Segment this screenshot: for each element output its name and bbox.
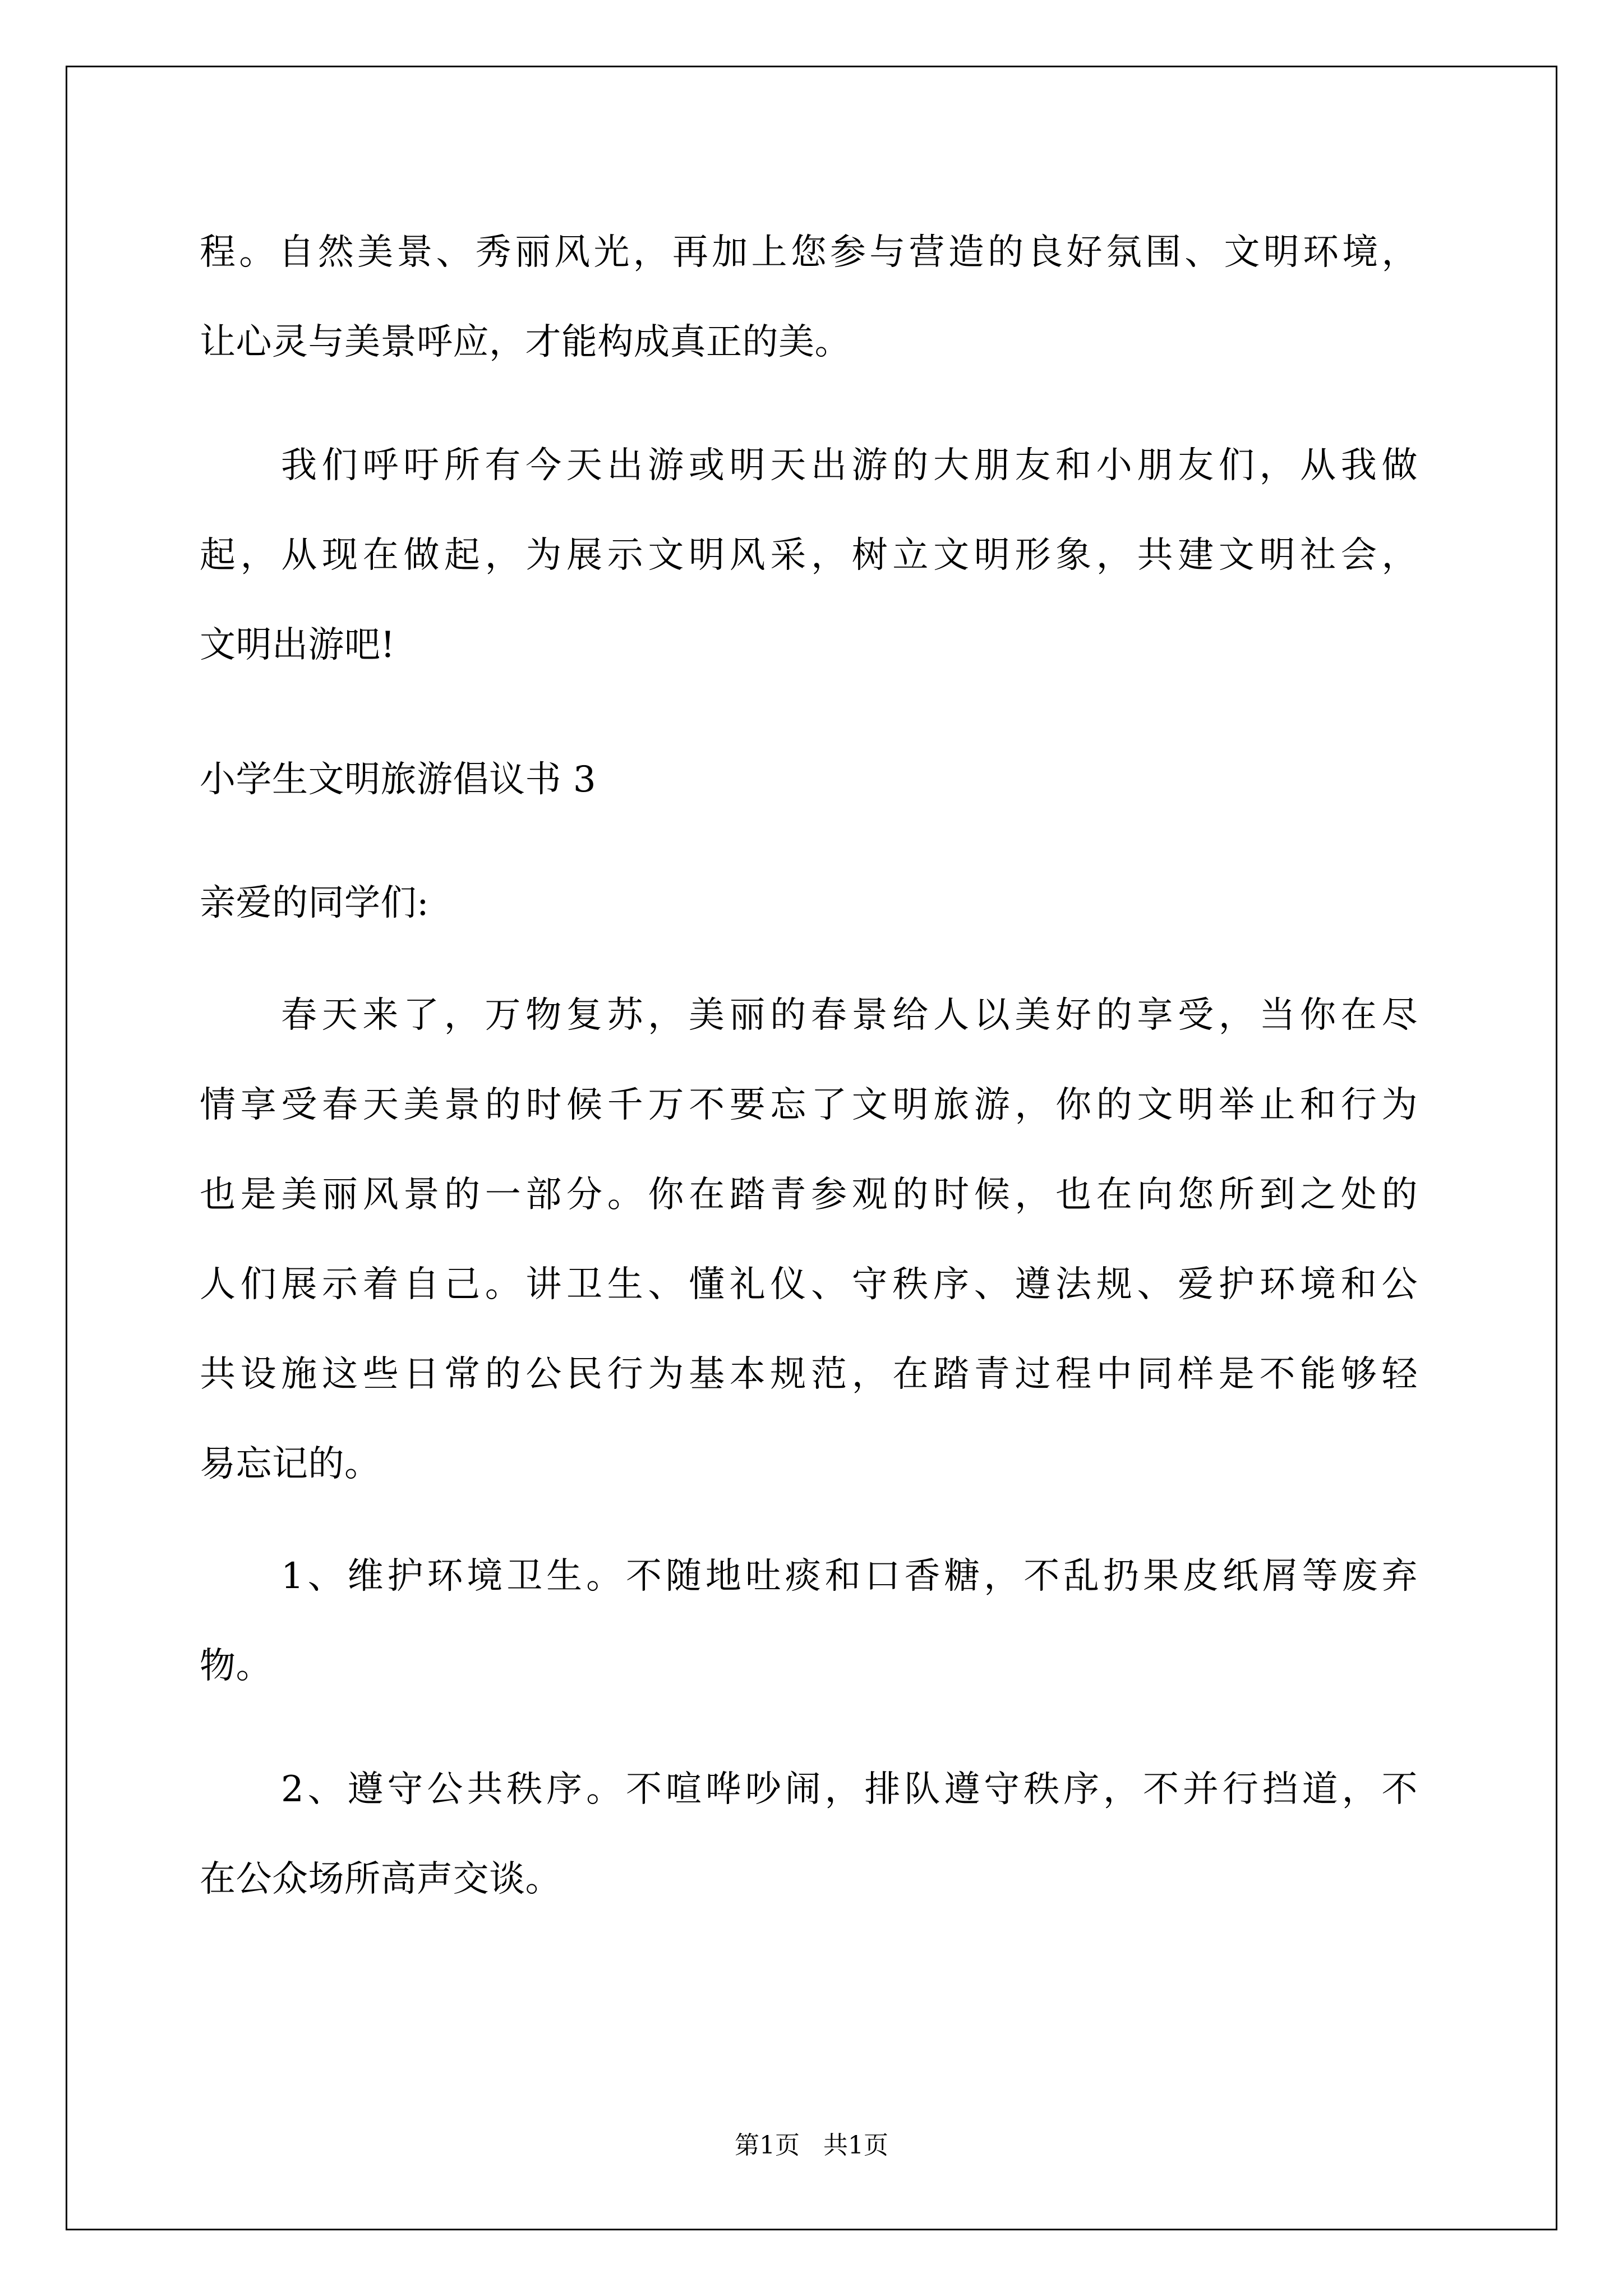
text-line: 也是美丽风景的一部分。你在踏青参观的时候，也在向您所到之处的 [200,1174,1418,1216]
page-border [66,66,1557,2230]
text-line: 起，从现在做起，为展示文明风采，树立文明形象，共建文明社会， [200,535,1418,576]
text-line: 文明出游吧! [200,624,395,666]
text-line: 人们展示着自己。讲卫生、懂礼仪、守秩序、遵法规、爱护环境和公 [200,1264,1418,1305]
text-line: 让心灵与美景呼应，才能构成真正的美。 [200,321,851,363]
text-line: 情享受春天美景的时候千万不要忘了文明旅游，你的文明举止和行为 [200,1084,1418,1126]
text-line: 易忘记的。 [200,1443,381,1485]
list-item-text: 1、维护环境卫生。不随地吐痰和口香糖，不乱扔果皮纸屑等废弃 [281,1556,1418,1597]
text-line: 春天来了，万物复苏，美丽的春景给人以美好的享受，当你在尽 [281,995,1418,1036]
list-item-text: 在公众场所高声交谈。 [200,1858,561,1900]
text-line: 共设施这些日常的公民行为基本规范，在踏青过程中同样是不能够轻 [200,1354,1418,1395]
page-footer: 第1页 共1页 [735,2131,888,2160]
text-line: 我们呼吁所有今天出游或明天出游的大朋友和小朋友们，从我做 [281,445,1418,486]
list-item-text: 2、遵守公共秩序。不喧哗吵闹，排队遵守秩序，不并行挡道，不 [281,1769,1418,1810]
section-heading: 小学生文明旅游倡议书 3 [200,759,597,800]
salutation: 亲爱的同学们: [200,882,430,924]
text-line: 程。自然美景、秀丽风光，再加上您参与营造的良好氛围、文明环境， [200,232,1418,273]
list-item-text: 物。 [200,1645,272,1687]
